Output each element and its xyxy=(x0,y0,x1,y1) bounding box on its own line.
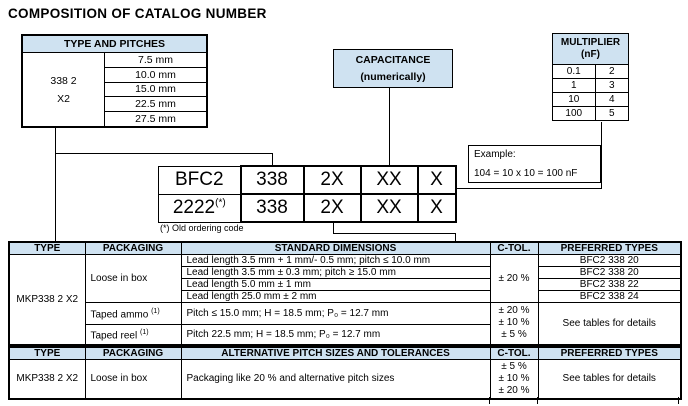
multiplier-code: 2 xyxy=(595,65,628,79)
footnote-marker: (1) xyxy=(139,329,149,337)
preferred-type: BFC2 338 22 xyxy=(538,279,681,291)
dimension-cell: Lead length 5.0 mm ± 1 mm xyxy=(181,279,490,291)
multiplier-code: 3 xyxy=(595,79,628,93)
multiplier-code: 5 xyxy=(595,107,628,121)
header-ctol: C-TOL. xyxy=(490,242,538,255)
table-header-row xyxy=(9,242,681,255)
multiplier-row xyxy=(553,107,629,121)
code-prefix-cell xyxy=(159,194,241,222)
type-code-line2: X2 xyxy=(57,92,70,105)
header-preferred-types: PREFERRED TYPES xyxy=(538,347,681,360)
connector-line xyxy=(333,233,456,234)
dimension-cell: Pitch ≤ 15.0 mm; H = 18.5 mm; P₀ = 12.7 mm xyxy=(181,303,490,325)
example-formula: 104 = 10 x 10 = 100 nF xyxy=(474,168,578,179)
multiplier-code: 4 xyxy=(595,93,628,107)
ctol-value xyxy=(490,360,538,399)
header-packaging: PACKAGING xyxy=(85,242,181,255)
multiplier-row xyxy=(553,65,629,79)
multiplier-header-line1: MULTIPLIER xyxy=(560,37,621,48)
example-label: Example: xyxy=(474,149,516,160)
dimension-cell: Lead length 3.5 mm ± 0.3 mm; pitch ≥ 15.0 mm xyxy=(181,267,490,279)
multiplier-table xyxy=(552,33,629,121)
header-alternative-pitch: ALTERNATIVE PITCH SIZES AND TOLERANCES xyxy=(181,347,490,360)
multiplier-header-line2: (nF) xyxy=(581,49,600,60)
preferred-type: BFC2 338 20 xyxy=(538,255,681,267)
code-multiplier-cell: X xyxy=(418,194,456,222)
ctol-line: ± 20 % xyxy=(498,384,530,396)
ctol-line: ± 10 % xyxy=(498,372,530,384)
code-prefix-cell xyxy=(159,166,241,194)
capacitance-label: CAPACITANCE xyxy=(355,54,431,67)
ctol-value: ± 20 % xyxy=(490,255,538,303)
multiplier-row xyxy=(553,79,629,93)
code-multiplier-cell: X xyxy=(418,166,456,194)
pitch-row: 22.5 mm xyxy=(105,97,206,112)
page-title: COMPOSITION OF CATALOG NUMBER xyxy=(8,6,267,21)
header-ctol: C-TOL. xyxy=(490,347,538,360)
ctol-value xyxy=(490,303,538,345)
header-standard-dimensions: STANDARD DIMENSIONS xyxy=(181,242,490,255)
code-capacitance-cell: XX xyxy=(361,194,418,222)
catalog-code-row xyxy=(159,166,456,194)
type-value: MKP338 2 X2 xyxy=(9,360,85,399)
connector-line xyxy=(55,153,272,154)
dimension-cell: Lead length 3.5 mm + 1 mm/- 0.5 mm; pitch ≤ 10.0 mm xyxy=(181,255,490,267)
table-row xyxy=(9,255,681,267)
footnote-marker: (1) xyxy=(151,308,160,316)
ctol-line: ± 5 % xyxy=(501,360,527,372)
header-type: TYPE xyxy=(9,242,85,255)
connector-line xyxy=(55,128,56,241)
type-and-pitches-header: TYPE AND PITCHES xyxy=(23,36,206,53)
ctol-line: ± 20 % xyxy=(498,305,530,317)
old-ordering-code-footnote: (*) Old ordering code xyxy=(160,223,244,233)
code-pitch-cell: 2X xyxy=(304,166,361,194)
capacitance-sublabel: (numerically) xyxy=(360,70,426,83)
alternative-pitch-table xyxy=(8,346,682,400)
preferred-type: BFC2 338 20 xyxy=(538,267,681,279)
table-row xyxy=(9,303,681,325)
connector-line xyxy=(389,88,390,166)
multiplier-value: 100 xyxy=(553,107,596,121)
packaging-label: Taped ammo xyxy=(90,309,149,321)
type-and-pitches-body xyxy=(23,53,206,126)
code-prefix: 2222 xyxy=(172,197,216,218)
preferred-type: See tables for details xyxy=(538,303,681,345)
ctol-line: ± 5 % xyxy=(501,329,527,341)
preferred-type: BFC2 338 24 xyxy=(538,291,681,303)
pitch-row: 27.5 mm xyxy=(135,113,176,126)
packaging-label: Taped reel xyxy=(90,330,138,342)
code-type-cell: 338 xyxy=(241,194,304,222)
multiplier-header xyxy=(553,34,629,65)
type-cell xyxy=(23,53,105,126)
packaging-value: Loose in box xyxy=(85,255,181,303)
example-box xyxy=(468,145,601,183)
catalog-code-table xyxy=(158,165,457,223)
pitch-row: 10.0 mm xyxy=(105,68,206,83)
preferred-type: See tables for details xyxy=(538,360,681,399)
multiplier-value: 10 xyxy=(553,93,596,107)
type-code-line1: 338 2 xyxy=(50,74,77,87)
dimension-cell: Lead length 25.0 mm ± 2 mm xyxy=(181,291,490,303)
packaging-value xyxy=(85,303,181,325)
dimension-cell: Pitch 22.5 mm; H = 18.5 mm; P₀ = 12.7 mm xyxy=(181,325,490,345)
code-prefix-note: (*) xyxy=(215,197,226,209)
type-and-pitches-table xyxy=(21,34,208,128)
code-prefix: BFC2 xyxy=(174,169,224,190)
connector-line xyxy=(601,122,602,189)
pitch-row: 15.0 mm xyxy=(105,83,206,98)
header-type: TYPE xyxy=(9,347,85,360)
table-row xyxy=(9,360,681,399)
packaging-value xyxy=(85,325,181,345)
pitch-list xyxy=(105,53,206,126)
table-header-row xyxy=(9,347,681,360)
capacitance-box xyxy=(333,49,453,88)
multiplier-value: 0.1 xyxy=(553,65,596,79)
header-preferred-types: PREFERRED TYPES xyxy=(538,242,681,255)
type-value: MKP338 2 X2 xyxy=(9,255,85,345)
catalog-code-row xyxy=(159,194,456,222)
ctol-line: ± 10 % xyxy=(498,317,530,329)
multiplier-value: 1 xyxy=(553,79,596,93)
description-cell: Packaging like 20 % and alternative pitch sizes xyxy=(181,360,490,399)
connector-line xyxy=(455,188,602,189)
code-type-cell: 338 xyxy=(241,166,304,194)
standard-dimensions-table xyxy=(8,241,682,346)
pitch-row: 7.5 mm xyxy=(105,53,206,68)
multiplier-row xyxy=(553,93,629,107)
header-packaging: PACKAGING xyxy=(85,347,181,360)
code-pitch-cell: 2X xyxy=(304,194,361,222)
packaging-value: Loose in box xyxy=(85,360,181,399)
code-capacitance-cell: XX xyxy=(361,166,418,194)
